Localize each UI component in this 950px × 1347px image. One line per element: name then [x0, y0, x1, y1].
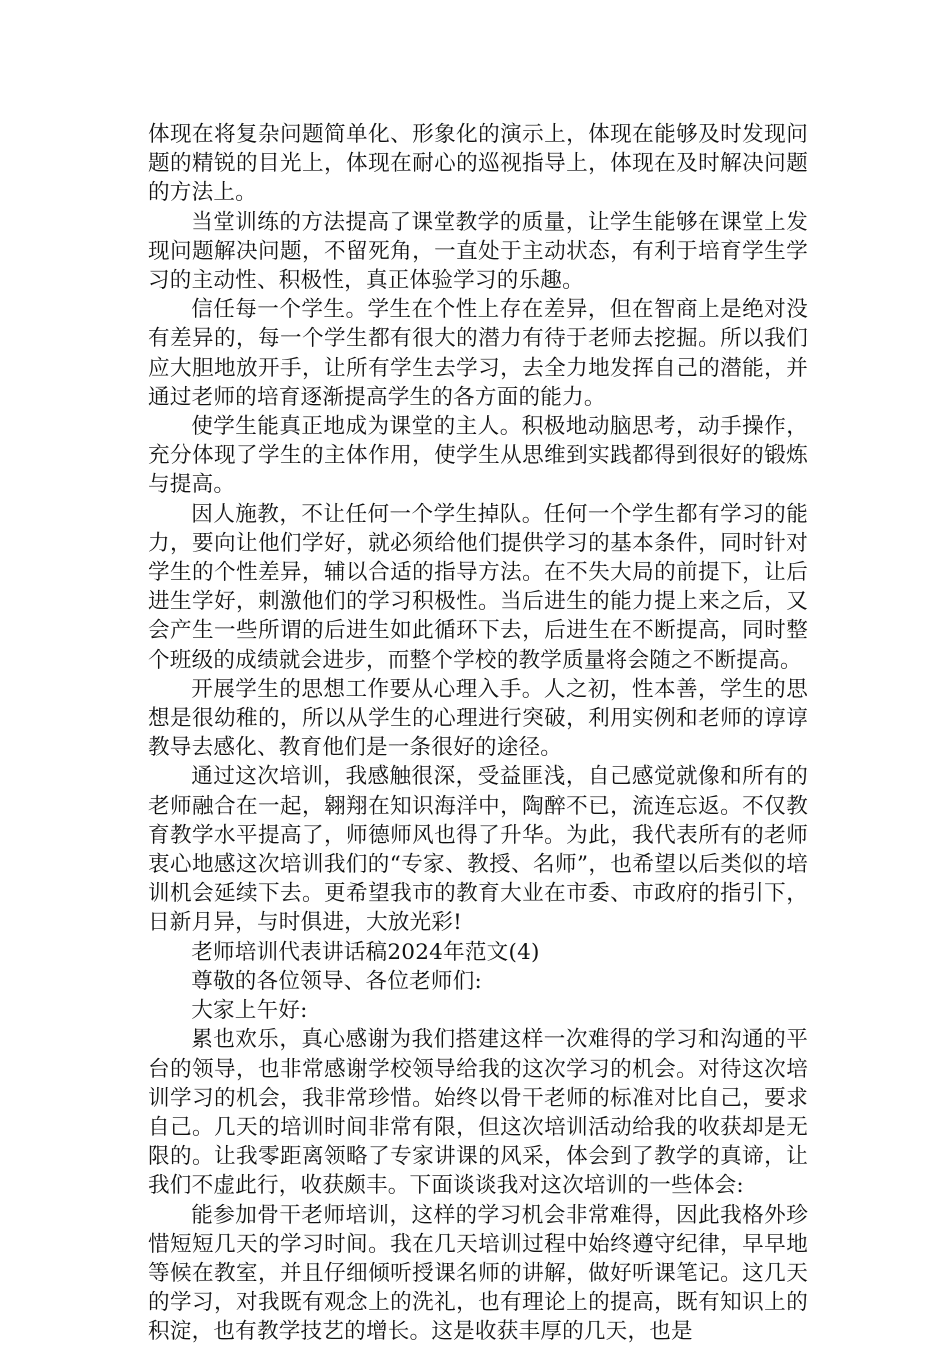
- paragraph: 累也欢乐，真心感谢为我们搭建这样一次难得的学习和沟通的平台的领导，也非常感谢学校领导给我的这次学习的机会。对待这次培训学习的机会，我非常珍惜。始终以骨干老师的标准对比自己，要求自己。几天的培训时间非常有限，但这次培训活动给我的收获却是无限的。让我零距离领略了专家讲课的风采，体会到了教学的真谛，让我们不虚此行，收获颇丰。下面谈谈我对这次培训的一些体会:: [148, 1027, 808, 1199]
- paragraph: 当堂训练的方法提高了课堂教学的质量，让学生能够在课堂上发现问题解决问题，不留死角，一直处于主动状态，有利于培育学生学习的主动性、积极性，真正体验学习的乐趣。: [148, 209, 808, 294]
- document-page: [148, 120, 808, 1347]
- paragraph: 使学生能真正地成为课堂的主人。积极地动脑思考，动手操作，充分体现了学生的主体作用，使学生从思维到实践都得到很好的锻炼与提高。: [148, 414, 808, 498]
- greeting: 大家上午好:: [191, 998, 308, 1024]
- paragraph: 体现在将复杂问题简单化、形象化的演示上，体现在能够及时发现问题的精锐的目光上，体现在耐心的巡视指导上，体现在及时解决问题的方法上。: [148, 122, 808, 206]
- section-title: 老师培训代表讲话稿2024年范文(4): [191, 939, 540, 965]
- paragraph: 能参加骨干老师培训，这样的学习机会非常难得，因此我格外珍惜短短几天的学习时间。我在几天培训过程中始终遵守纪律，早早地等候在教室，并且仔细倾听授课名师的讲解，做好听课笔记。这几天的学习，对我既有观念上的洗礼，也有理论上的提高，既有知识上的积淀，也有教学技艺的增长。这是收获丰厚的几天，也是: [148, 1202, 808, 1345]
- salutation: 尊敬的各位领导、各位老师们:: [191, 968, 482, 994]
- paragraph: 因人施教，不让任何一个学生掉队。任何一个学生都有学习的能力，要向让他们学好，就必须给他们提供学习的基本条件，同时针对学生的个性差异，辅以合适的指导方法。在不失大局的前提下，让后进生学好，刺激他们的学习积极性。当后进生的能力提上来之后，又会产生一些所谓的后进生如此循环下去，后进生在不断提高，同时整个班级的成绩就会进步，而整个学校的教学质量将会随之不断提高。: [148, 501, 808, 673]
- paragraph: 通过这次培训，我感触很深，受益匪浅，自己感觉就像和所有的老师融合在一起，翱翔在知识海洋中，陶醉不已，流连忘返。不仅教育教学水平提高了，师德师风也得了升华。为此，我代表所有的老师衷心地感这次培训我们的“专家、教授、名师”，也希望以后类似的培训机会延续下去。更希望我市的教育大业在市委、市政府的指引下，日新月异，与时俱进，大放光彩!: [148, 764, 808, 936]
- paragraph: 信任每一个学生。学生在个性上存在差异，但在智商上是绝对没有差异的，每一个学生都有很大的潜力有待于老师去挖掘。所以我们应大胆地放开手，让所有学生去学习，去全力地发挥自己的潜能，并通过老师的培育逐渐提高学生的各方面的能力。: [148, 297, 808, 410]
- paragraph: 开展学生的思想工作要从心理入手。人之初，性本善，学生的思想是很幼稚的，所以从学生的心理进行突破，利用实例和老师的谆谆教导去感化、教育他们是一条很好的途径。: [148, 676, 808, 761]
